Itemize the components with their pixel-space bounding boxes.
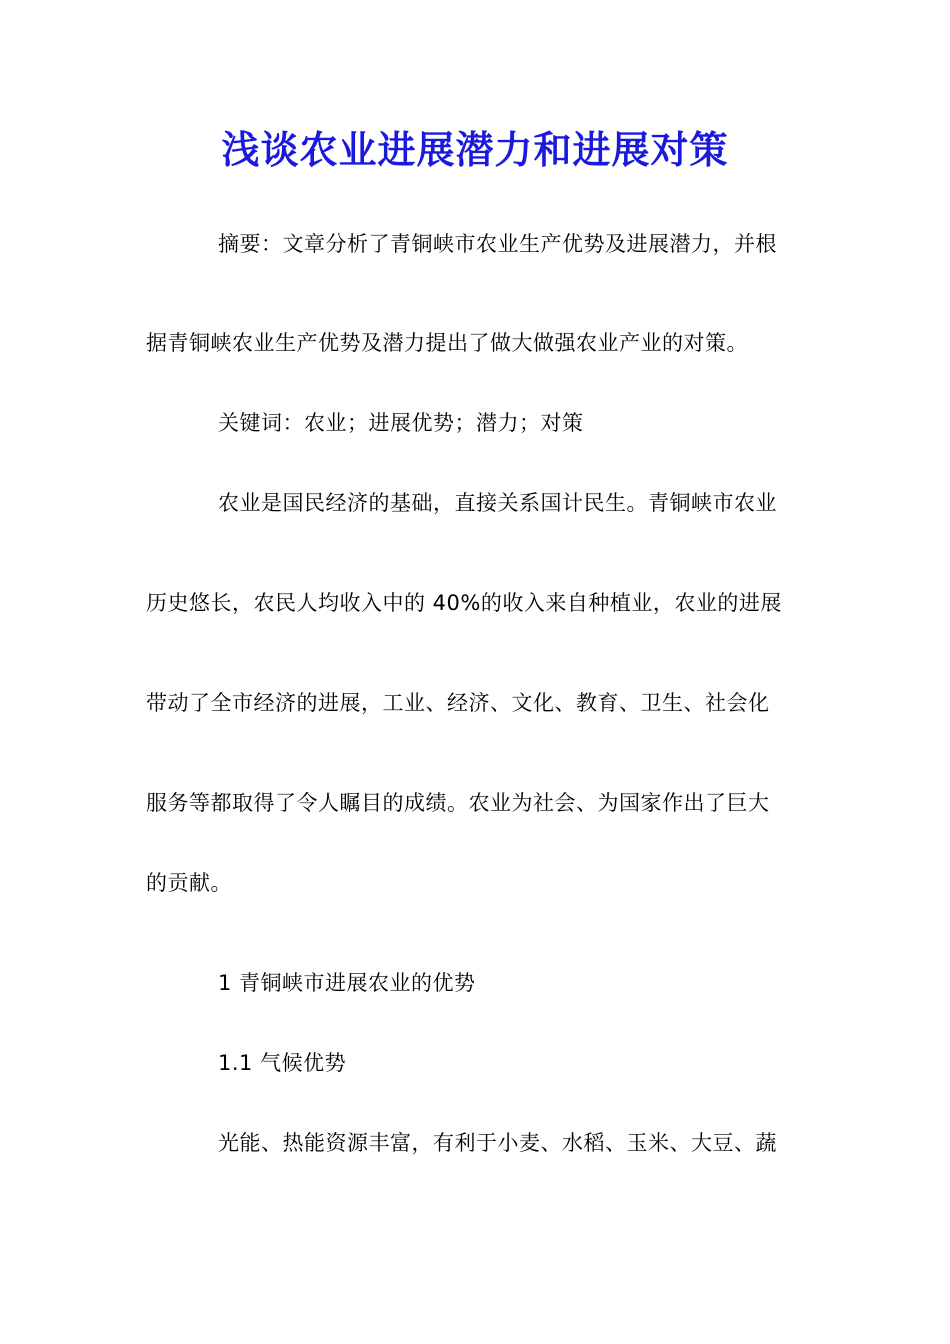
subsection-heading-1-1: 1.1 气候优势 [218,1051,347,1075]
keywords-line: 关键词：农业；进展优势；潜力；对策 [218,411,584,435]
body-line-6: 光能、热能资源丰富，有利于小麦、水稻、玉米、大豆、蔬 [218,1131,777,1155]
section-heading-1: 1 青铜峡市进展农业的优势 [218,971,476,995]
abstract-line-1: 摘要：文章分析了青铜峡市农业生产优势及进展潜力，并根 [218,232,777,256]
body-line-4: 服务等都取得了令人瞩目的成绩。农业为社会、为国家作出了巨大 [146,791,770,815]
document-title: 浅谈农业进展潜力和进展对策 [221,127,729,172]
body-line-5: 的贡献。 [146,871,232,895]
abstract-line-2: 据青铜峡农业生产优势及潜力提出了做大做强农业产业的对策。 [146,331,748,355]
body-line-2: 历史悠长，农民人均收入中的 40%的收入来自种植业，农业的进展 [146,591,782,615]
body-line-3: 带动了全市经济的进展，工业、经济、文化、教育、卫生、社会化 [146,691,770,715]
body-line-1: 农业是国民经济的基础，直接关系国计民生。青铜峡市农业 [218,491,777,515]
